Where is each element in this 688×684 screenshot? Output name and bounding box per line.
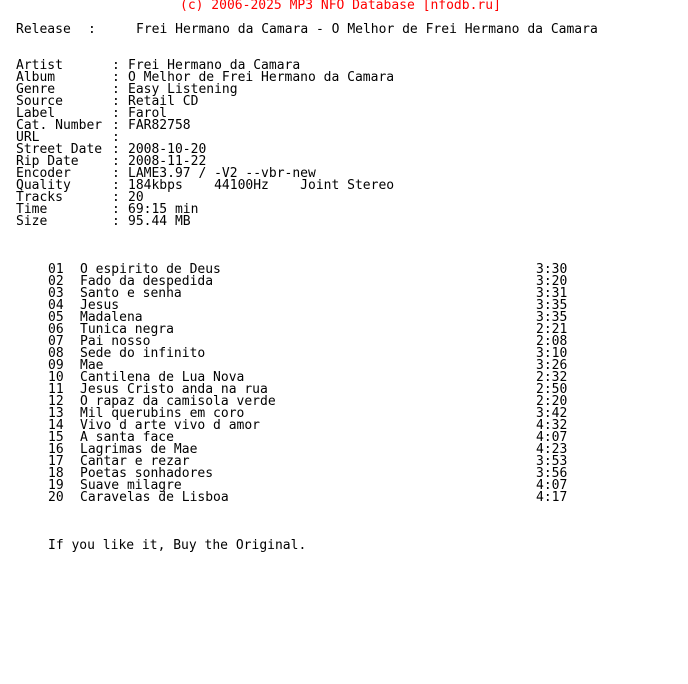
info-label: Album [16, 70, 56, 85]
info-label: Size [16, 214, 48, 229]
info-colon: : [112, 178, 120, 193]
track-title: Suave milagre [80, 478, 182, 493]
track-duration: 3:20 [536, 274, 568, 289]
release-colon: : [88, 22, 96, 37]
track-title: Madalena [80, 310, 143, 325]
info-value: 20 [128, 190, 144, 205]
info-colon: : [112, 202, 120, 217]
info-value: 184kbps 44100Hz Joint Stereo [128, 178, 395, 193]
info-label: Encoder [16, 166, 71, 181]
info-value: 95.44 MB [128, 214, 191, 229]
track-number: 09 [48, 358, 64, 373]
track-title: Mae [80, 358, 104, 373]
footer-note: If you like it, Buy the Original. [48, 538, 307, 553]
track-number: 04 [48, 298, 64, 313]
track-title: Jesus Cristo anda na rua [80, 382, 268, 397]
track-number: 12 [48, 394, 64, 409]
info-colon: : [112, 118, 120, 133]
track-number: 05 [48, 310, 64, 325]
info-value: 2008-10-20 [128, 142, 207, 157]
info-value: Easy Listening [128, 82, 238, 97]
info-value: 69:15 min [128, 202, 199, 217]
track-title: Tunica negra [80, 322, 174, 337]
info-colon: : [112, 142, 120, 157]
track-number: 14 [48, 418, 64, 433]
track-duration: 4:23 [536, 442, 568, 457]
track-number: 06 [48, 322, 64, 337]
track-number: 15 [48, 430, 64, 445]
info-label: Time [16, 202, 48, 217]
track-title: Vivo d arte vivo d amor [80, 418, 261, 433]
track-duration: 3:26 [536, 358, 568, 373]
info-colon: : [112, 106, 120, 121]
info-label: Cat. Number [16, 118, 103, 133]
info-colon: : [112, 130, 120, 145]
info-colon: : [112, 166, 120, 181]
info-value: LAME3.97 / -V2 --vbr-new [128, 166, 316, 181]
info-label: URL [16, 130, 40, 145]
track-number: 13 [48, 406, 64, 421]
track-duration: 4:07 [536, 430, 568, 445]
track-duration: 4:07 [536, 478, 568, 493]
info-colon: : [112, 94, 120, 109]
track-duration: 2:08 [536, 334, 568, 349]
track-title: Lagrimas de Mae [80, 442, 198, 457]
info-value: Retail CD [128, 94, 199, 109]
info-label: Source [16, 94, 63, 109]
track-duration: 3:56 [536, 466, 568, 481]
track-duration: 3:31 [536, 286, 568, 301]
info-label: Label [16, 106, 56, 121]
track-duration: 2:21 [536, 322, 568, 337]
info-colon: : [112, 82, 120, 97]
copyright-header: (c) 2006-2025 MP3 NFO Database [nfodb.ru] [180, 0, 501, 13]
track-duration: 3:53 [536, 454, 568, 469]
track-number: 08 [48, 346, 64, 361]
info-value: Farol [128, 106, 168, 121]
track-duration: 3:42 [536, 406, 568, 421]
track-number: 03 [48, 286, 64, 301]
track-title: Cantilena de Lua Nova [80, 370, 245, 385]
info-value: 2008-11-22 [128, 154, 207, 169]
track-number: 11 [48, 382, 64, 397]
track-number: 17 [48, 454, 64, 469]
track-number: 16 [48, 442, 64, 457]
info-colon: : [112, 70, 120, 85]
track-duration: 4:17 [536, 490, 568, 505]
track-number: 18 [48, 466, 64, 481]
track-duration: 2:20 [536, 394, 568, 409]
track-title: Sede do infinito [80, 346, 206, 361]
info-label: Rip Date [16, 154, 79, 169]
info-colon: : [112, 214, 120, 229]
track-duration: 2:50 [536, 382, 568, 397]
track-number: 01 [48, 262, 64, 277]
track-number: 07 [48, 334, 64, 349]
track-title: Mil querubins em coro [80, 406, 245, 421]
track-duration: 4:32 [536, 418, 568, 433]
info-value: Frei Hermano da Camara [128, 58, 301, 73]
track-title: A santa face [80, 430, 174, 445]
track-duration: 3:10 [536, 346, 568, 361]
info-label: Tracks [16, 190, 63, 205]
info-colon: : [112, 190, 120, 205]
release-label: Release [16, 22, 71, 37]
info-label: Genre [16, 82, 56, 97]
track-title: O rapaz da camisola verde [80, 394, 276, 409]
track-title: Poetas sonhadores [80, 466, 214, 481]
track-title: Cantar e rezar [80, 454, 190, 469]
track-duration: 3:35 [536, 298, 568, 313]
info-value: FAR82758 [128, 118, 191, 133]
info-label: Quality [16, 178, 71, 193]
info-label: Street Date [16, 142, 103, 157]
info-colon: : [112, 154, 120, 169]
track-duration: 2:32 [536, 370, 568, 385]
track-title: Caravelas de Lisboa [80, 490, 229, 505]
track-title: O espirito de Deus [80, 262, 221, 277]
track-title: Pai nosso [80, 334, 151, 349]
track-title: Jesus [80, 298, 120, 313]
track-duration: 3:30 [536, 262, 568, 277]
track-number: 10 [48, 370, 64, 385]
track-duration: 3:35 [536, 310, 568, 325]
info-value: O Melhor de Frei Hermano da Camara [128, 70, 395, 85]
track-number: 02 [48, 274, 64, 289]
track-title: Fado da despedida [80, 274, 214, 289]
info-label: Artist [16, 58, 63, 73]
track-title: Santo e senha [80, 286, 182, 301]
track-number: 19 [48, 478, 64, 493]
release-value: Frei Hermano da Camara - O Melhor de Frei Hermano da Camara [136, 22, 598, 37]
track-number: 20 [48, 490, 64, 505]
info-colon: : [112, 58, 120, 73]
